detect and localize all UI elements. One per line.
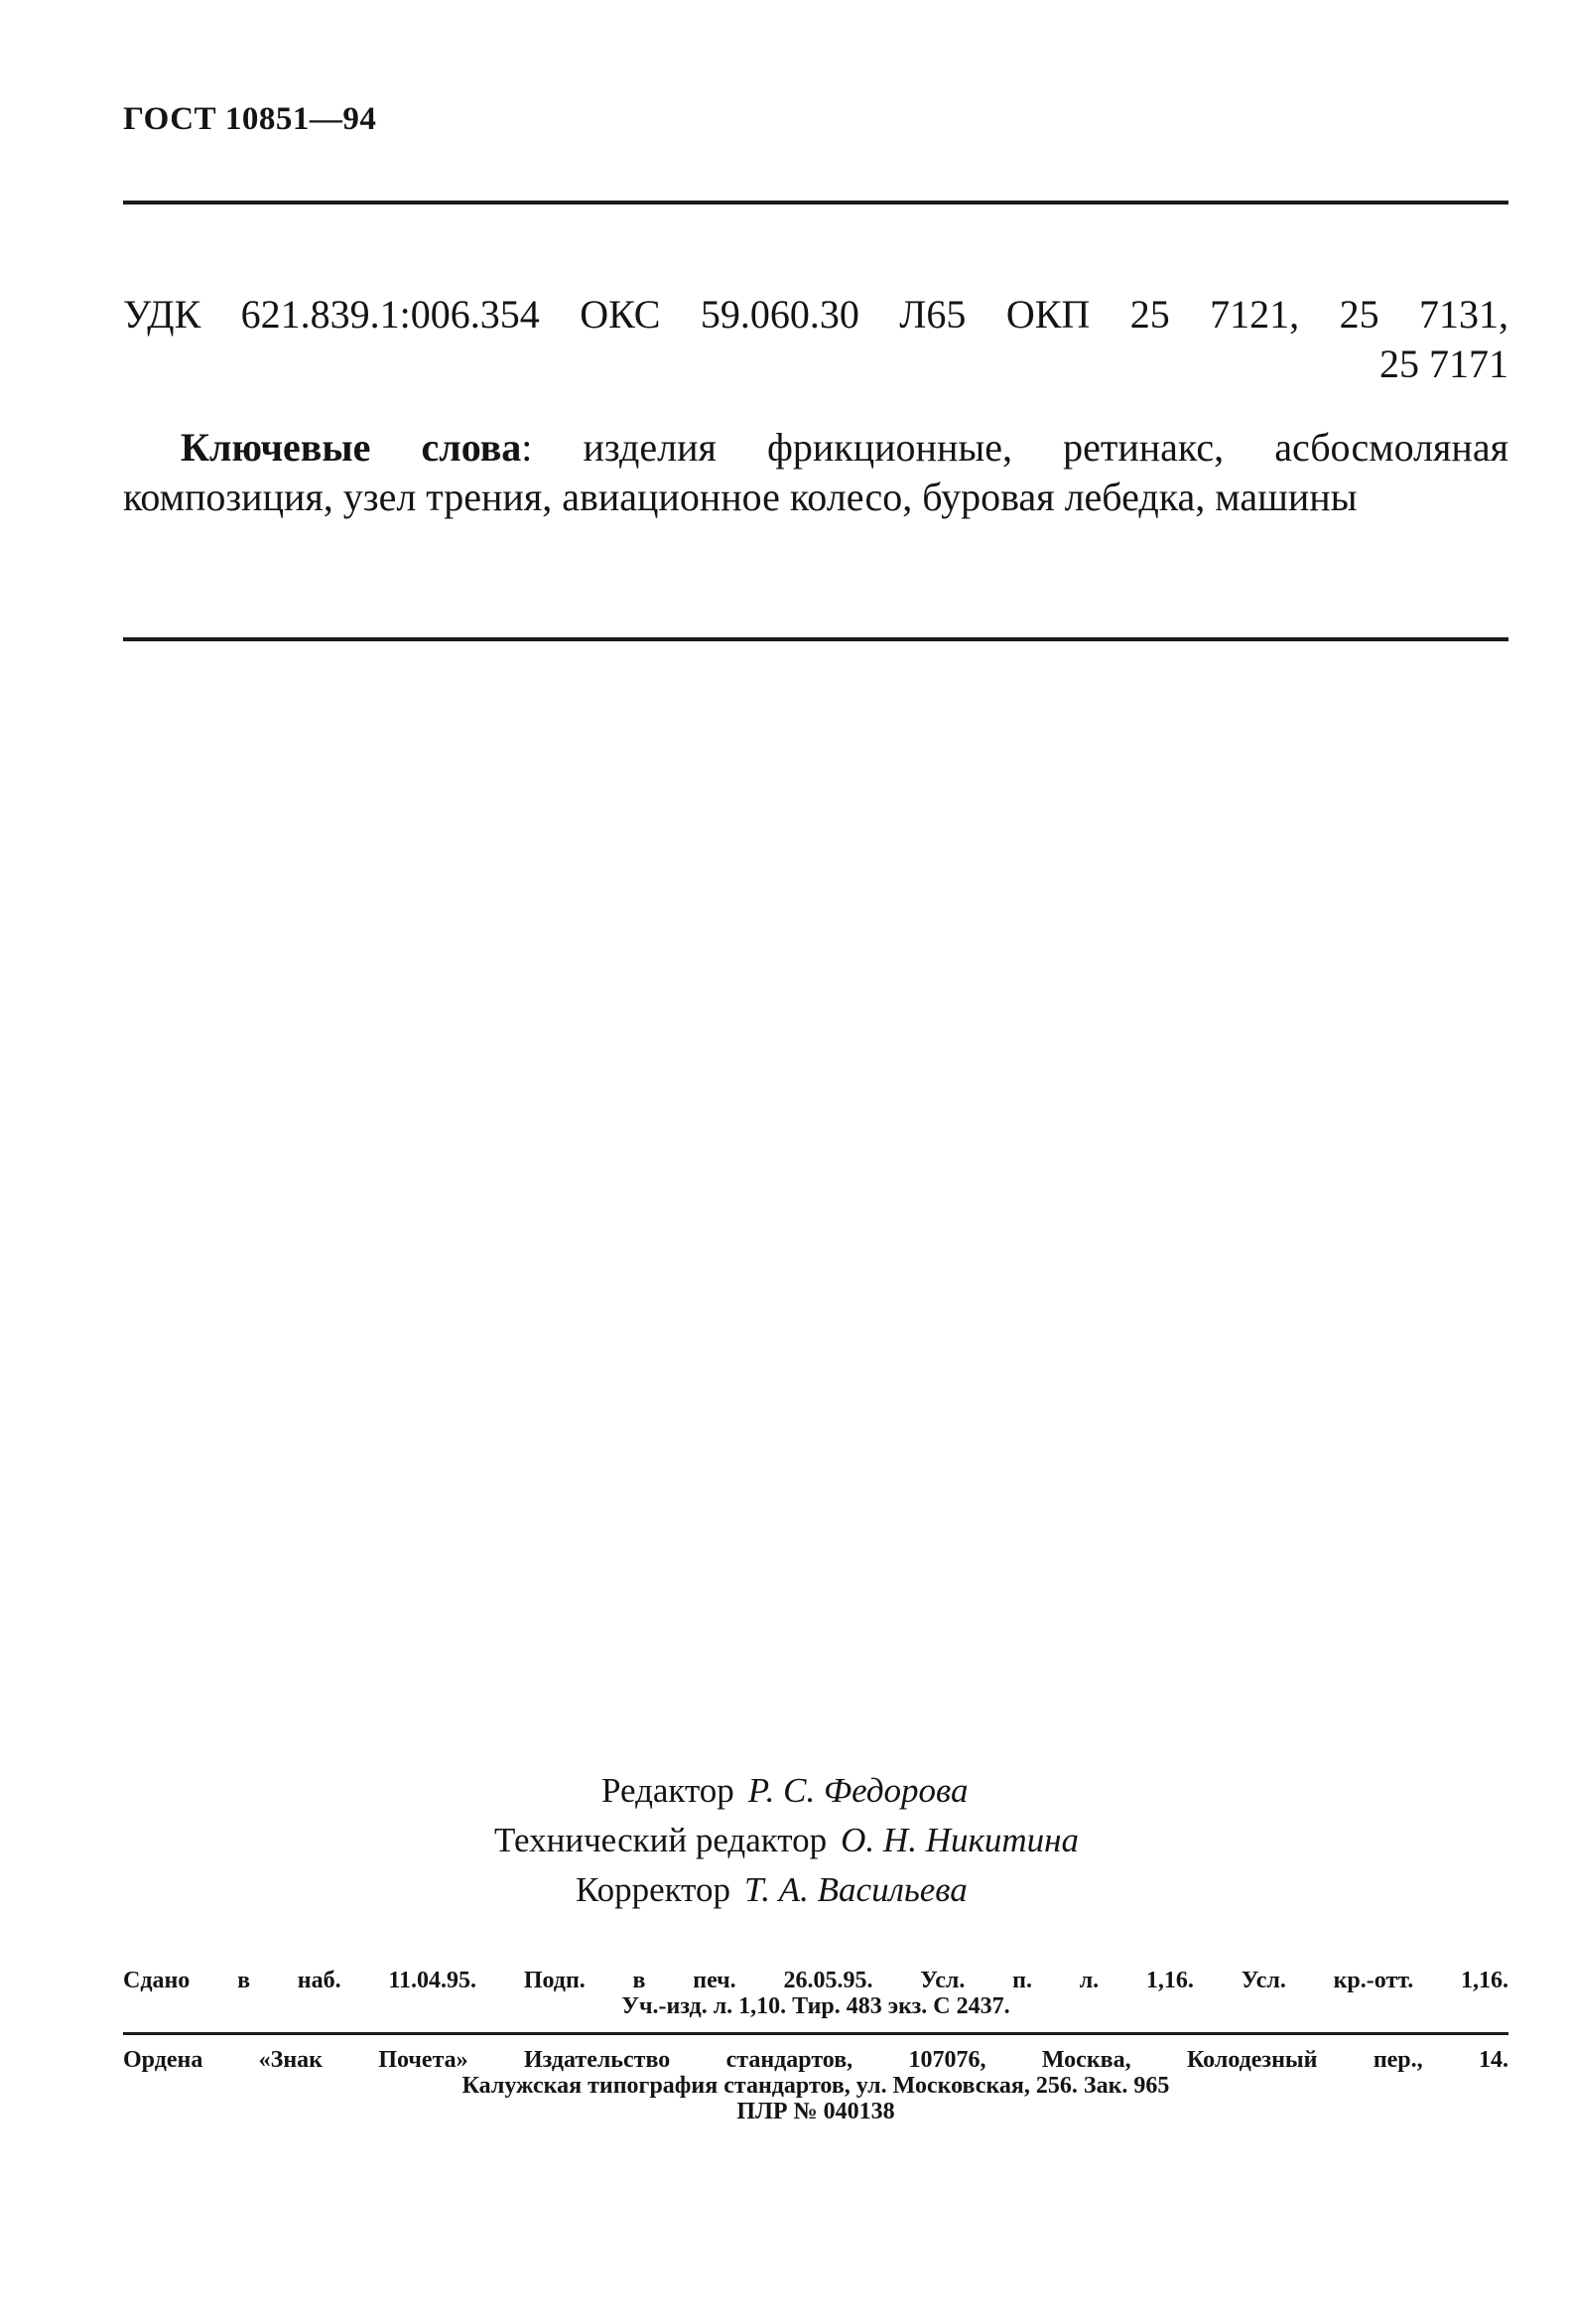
tech-editor-credit — [494, 1816, 1079, 1865]
editor-credit — [601, 1766, 969, 1816]
proofreader-role: Корректор — [576, 1870, 731, 1909]
keywords-label: Ключевые слова — [181, 425, 522, 470]
print-info-line-2: Уч.-изд. л. 1,10. Тир. 483 экз. С 2437. — [621, 1993, 1010, 2019]
classification-codes — [123, 290, 1508, 389]
proofreader-credit — [576, 1865, 968, 1915]
classification-line-2: 25 7171 — [1379, 342, 1508, 386]
publisher-line-3: ПЛР № 040138 — [736, 2099, 895, 2124]
header-divider — [123, 201, 1508, 205]
imprint-divider — [123, 2032, 1508, 2035]
tech-editor-name: О. Н. Никитина — [841, 1821, 1079, 1859]
editor-role: Редактор — [601, 1771, 734, 1810]
proofreader-name: Т. А. Васильева — [744, 1870, 968, 1909]
publisher-imprint — [123, 2047, 1508, 2124]
keywords-paragraph — [123, 423, 1508, 522]
document-code: ГОСТ 10851—94 — [123, 101, 377, 137]
classification-line-1: УДК 621.839.1:006.354 ОКС 59.060.30 Л65 ОКП 25 7121, 25 7131, — [123, 292, 1508, 337]
keywords-divider — [123, 637, 1508, 641]
tech-editor-role: Технический редактор — [494, 1821, 828, 1859]
publisher-line-2: Калужская типография стандартов, ул. Московская, 256. Зак. 965 — [461, 2073, 1170, 2099]
print-info-line-1: Сдано в наб. 11.04.95. Подп. в печ. 26.05.95. Усл. п. л. 1,16. Усл. кр.-отт. 1,16. — [123, 1968, 1508, 1993]
editor-name: Р. С. Федорова — [747, 1771, 969, 1810]
publisher-line-1: Ордена «Знак Почета» Издательство стандартов, 107076, Москва, Колодезный пер., 14. — [123, 2047, 1508, 2073]
print-info — [123, 1968, 1508, 2019]
keywords-text: : изделия фрикционные, ретинакс, асбосмоляная композиция, узел трения, авиационное колесо, буровая лебедка, машины — [123, 425, 1508, 519]
